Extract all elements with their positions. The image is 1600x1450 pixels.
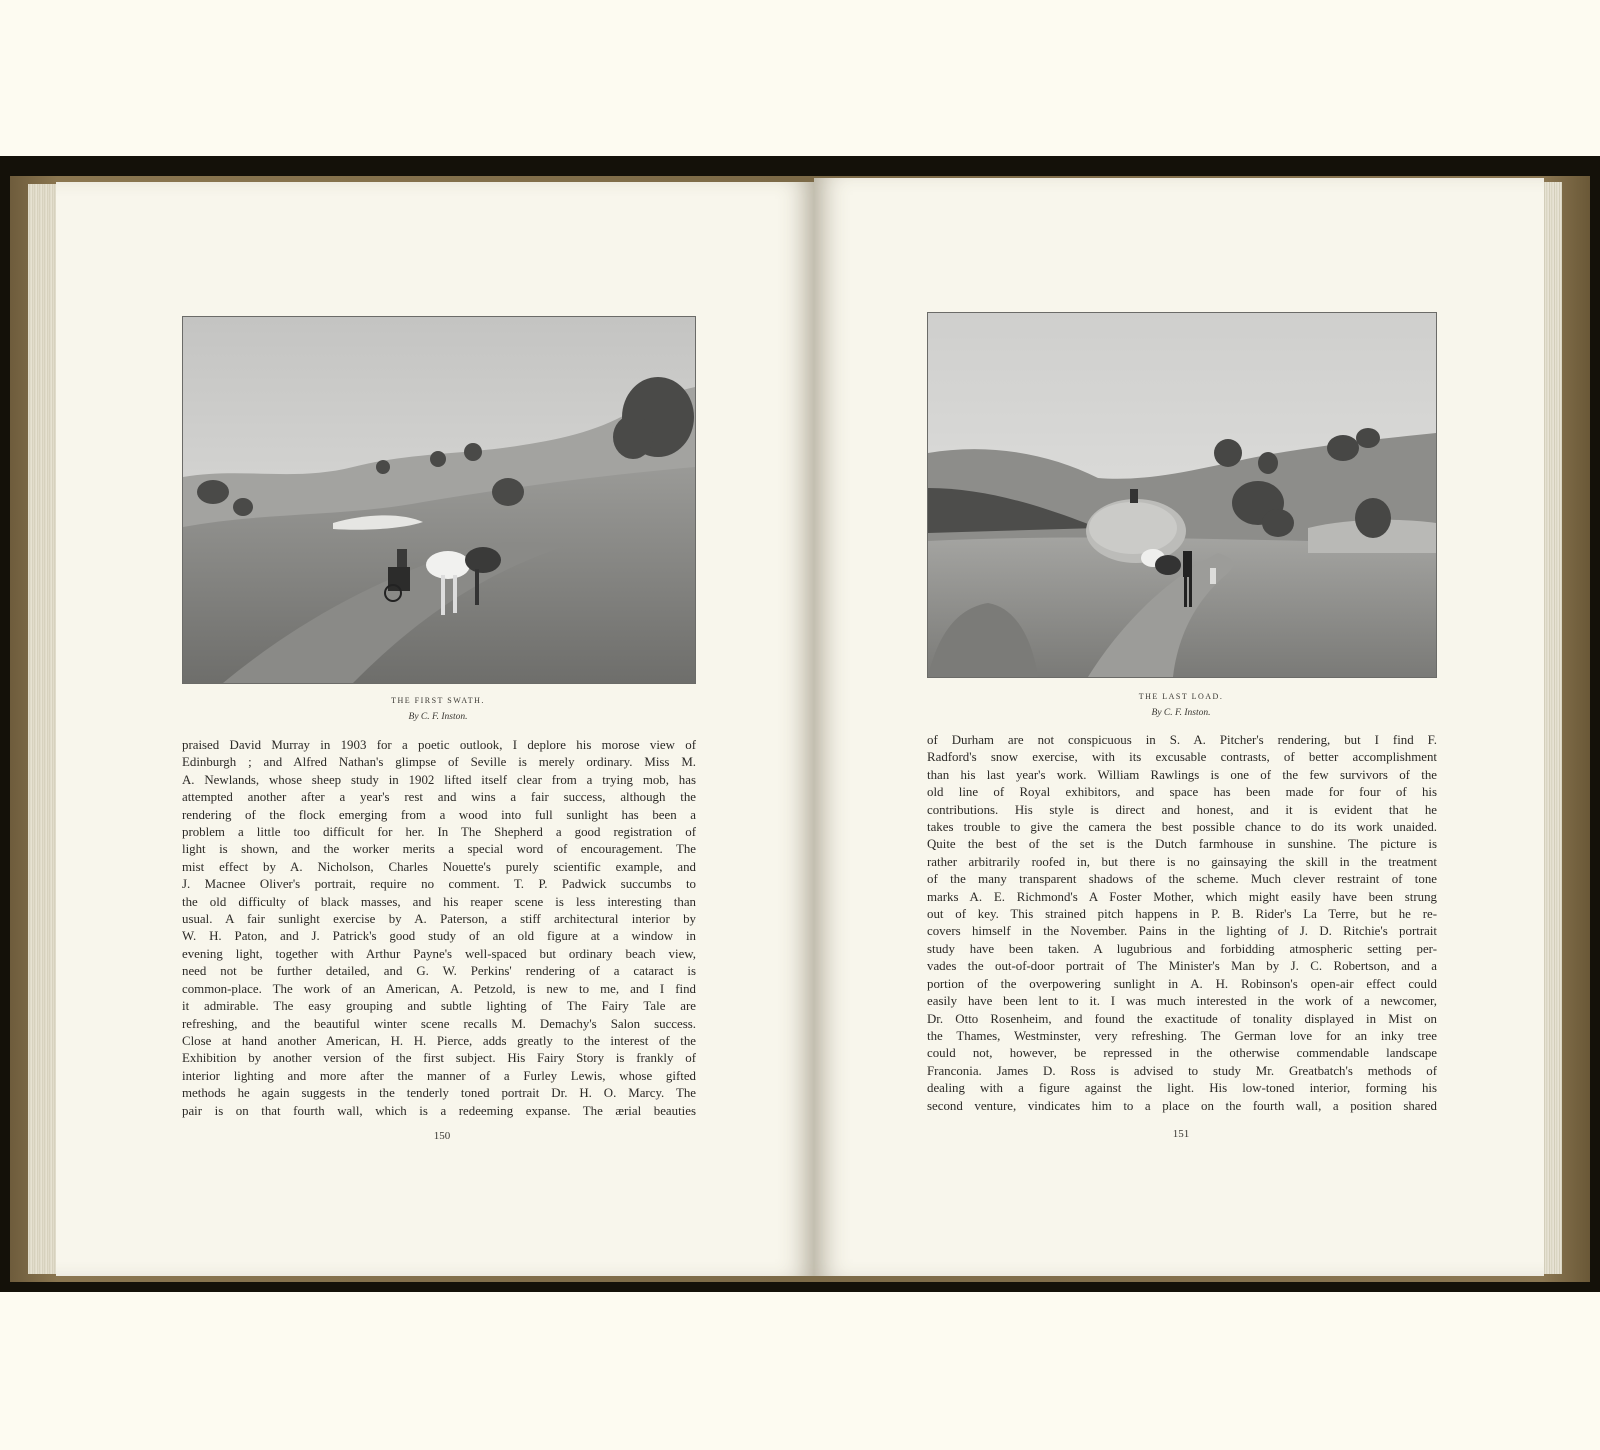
text-line: evening light, together with Arthur Payne's well-spaced but ordinary beach view, xyxy=(182,946,696,961)
text-line: study have been taken. A lugubrious and forbidding atmospheric setting per- xyxy=(927,941,1437,956)
plate-last-load xyxy=(927,312,1437,678)
text-line: covers himself in the November. Pains in the lighting of J. D. Ritchie's portrait xyxy=(927,924,1437,939)
text-line: Close at hand another American, H. H. Pierce, adds greatly to the interest of the xyxy=(182,1033,696,1048)
text-line: common-place. The work of an American, A. Petzold, is new to me, and I find xyxy=(182,981,696,996)
text-line: usual. A fair sunlight exercise by A. Paterson, a stiff architectural interior by xyxy=(182,912,696,927)
left-page xyxy=(56,182,816,1276)
text-line: second venture, vindicates him to a place on the fourth wall, a position shared xyxy=(927,1098,1437,1113)
text-line: could not, however, be repressed in the otherwise commendable landscape xyxy=(927,1046,1437,1061)
text-line: Edinburgh ; and Alfred Nathan's glimpse of Seville is merely ordinary. Miss M. xyxy=(182,755,696,770)
text-line: mist effect by A. Nicholson, Charles Nouette's purely scientific example, and xyxy=(182,859,696,874)
text-line: out of key. This strained pitch happens in P. B. Rider's La Terre, but he re- xyxy=(927,907,1437,922)
plate-title: THE LAST LOAD. xyxy=(1138,692,1224,701)
text-line: A. Newlands, whose sheep study in 1902 lifted itself clear from a trying mob, has xyxy=(182,772,696,787)
body-text xyxy=(182,737,696,1120)
text-line: of the many transparent shadows of the scheme. Much clever restraint of tone xyxy=(927,872,1437,887)
book-scan xyxy=(0,156,1600,1292)
text-line: the Thames, Westminster, very refreshing. The German love for an inky tree xyxy=(927,1028,1437,1043)
text-line: old line of Royal exhibitors, and space has been made for four of his xyxy=(927,785,1437,800)
plate-credit: By C. F. Inston. xyxy=(1151,708,1211,718)
text-line: vades the out-of-door portrait of The Minister's Man by J. C. Robertson, and a xyxy=(927,959,1437,974)
text-line: Exhibition by another version of the first subject. His Fairy Story is frankly of xyxy=(182,1051,696,1066)
page-number: 150 xyxy=(433,1130,451,1142)
plate-first-swath xyxy=(182,316,696,684)
text-line: portion of the overpowering sunlight in A. H. Robinson's open-air effect could xyxy=(927,976,1437,991)
text-line: than his last year's work. William Rawlings is one of the few survivors of the xyxy=(927,767,1437,782)
text-line: contributions. His style is direct and honest, and it is evident that he xyxy=(927,802,1437,817)
text-line: Radford's snow exercise, with its excusable contrasts, of better accomplishment xyxy=(927,750,1437,765)
text-line: attempted another after a year's rest and wins a fair success, although the xyxy=(182,790,696,805)
text-line: need not be further detailed, and G. W. Perkins' rendering of a cataract is xyxy=(182,964,696,979)
first-swath-photo xyxy=(183,317,695,683)
text-line: of Durham are not conspicuous in S. A. Pitcher's rendering, but I find F. xyxy=(927,733,1437,747)
text-line: methods he again suggests in the tenderly toned portrait Dr. H. O. Marcy. The xyxy=(182,1086,696,1101)
text-line: J. Macnee Oliver's portrait, require no comment. T. P. Padwick succumbs to xyxy=(182,877,696,892)
text-line: marks A. E. Richmond's A Foster Mother, which might easily have been strung xyxy=(927,889,1437,904)
text-line: light is shown, and the worker merits a special word of encouragement. The xyxy=(182,842,696,857)
text-line: Franconia. James D. Ross is advised to study Mr. Greatbatch's methods of xyxy=(927,1063,1437,1078)
text-line: praised David Murray in 1903 for a poetic outlook, I deplore his morose view of xyxy=(182,738,696,752)
plate-credit: By C. F. Inston. xyxy=(408,712,468,722)
text-line: rendering of the flock emerging from a wood into full sunlight has been a xyxy=(182,807,696,822)
right-page xyxy=(814,178,1544,1276)
text-line: takes trouble to give the camera the best possible chance to do its work unaided. xyxy=(927,820,1437,835)
text-line: problem a little too difficult for her. In The Shepherd a good registration of xyxy=(182,825,696,840)
body-text xyxy=(927,732,1437,1115)
last-load-photo xyxy=(928,313,1436,677)
plate-caption xyxy=(927,692,1435,718)
page-edges-left xyxy=(28,184,58,1274)
text-line: Quite the best of the set is the Dutch farmhouse in sunshine. The picture is xyxy=(927,837,1437,852)
text-line: easily have been lent to it. I was much interested in the work of a newcomer, xyxy=(927,994,1437,1009)
text-line: the old difficulty of black masses, and his reaper scene is less interesting than xyxy=(182,894,696,909)
text-line: rather arbitrarily roofed in, but there is no gainsaying the skill in the treatment xyxy=(927,854,1437,869)
page-number: 151 xyxy=(1172,1128,1190,1140)
plate-title: THE FIRST SWATH. xyxy=(391,696,485,705)
text-line: it admirable. The easy grouping and subtle lighting of The Fairy Tale are xyxy=(182,999,696,1014)
plate-caption xyxy=(182,696,694,722)
text-line: refreshing, and the beautiful winter scene recalls M. Demachy's Salon success. xyxy=(182,1016,696,1031)
text-line: Dr. Otto Rosenheim, and found the exactitude of tonality displayed in Mist on xyxy=(927,1011,1437,1026)
text-line: W. H. Paton, and J. Patrick's good study of an old figure at a window in xyxy=(182,929,696,944)
text-line: pair is on that fourth wall, which is a redeeming expanse. The ærial beauties xyxy=(182,1103,696,1118)
text-line: dealing with a figure against the light. His low-toned interior, forming his xyxy=(927,1081,1437,1096)
text-line: interior lighting and more after the manner of a Furley Lewis, whose gifted xyxy=(182,1068,696,1083)
